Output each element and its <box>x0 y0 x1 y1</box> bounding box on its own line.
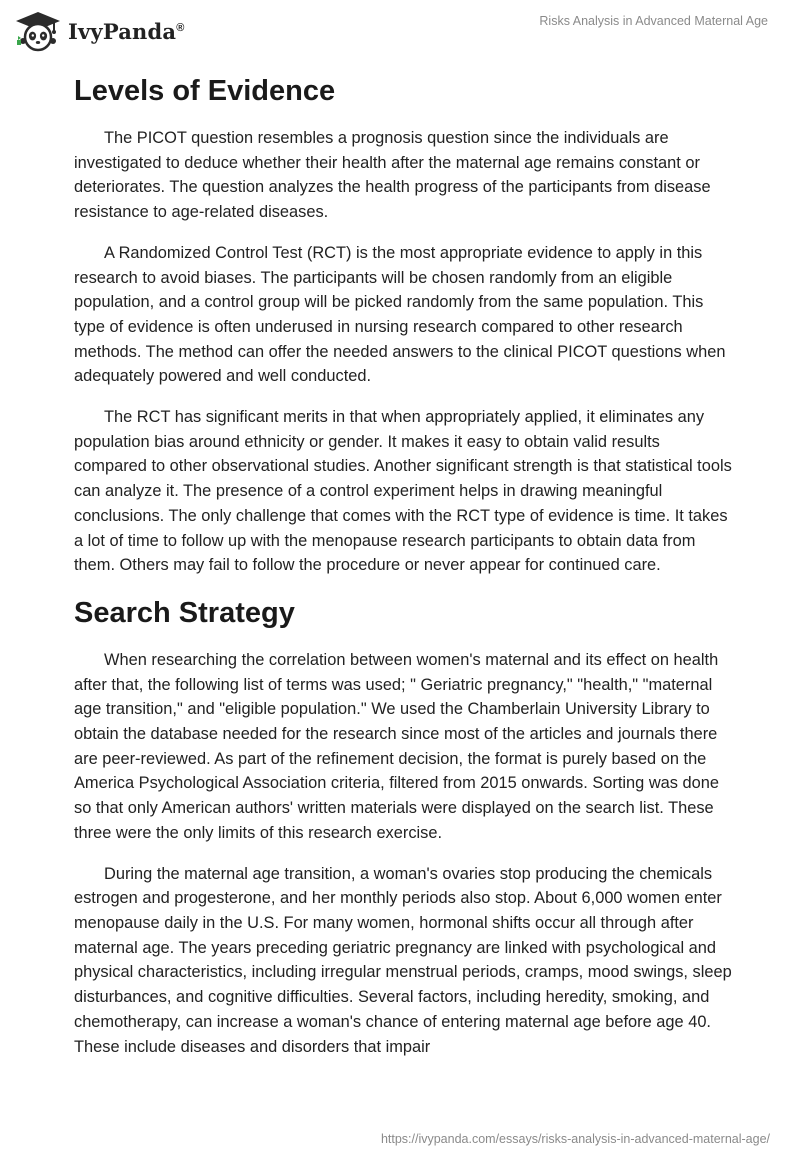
essay-content <box>74 72 734 1059</box>
section-heading-search-strategy: Search Strategy <box>74 596 295 629</box>
paragraph: When researching the correlation between women's maternal and its effect on health after that, the following list of terms was used; " Geriatric pregnancy," "health," "maternal age transition," and "eligible population." We used the Chamberlain University Library to obtain the database needed for the research since most of the articles and journals there are peer-reviewed. As part of the refinement decision, the format is purely based on the America Psychological Association criteria, filtered from 2015 onwards. Sorting was done so that only American authors' written materials were displayed on the search list. These three were the only limits of this research exercise. <box>74 650 720 842</box>
paragraph: The PICOT question resembles a prognosis question since the individuals are investigated to deduce whether their health after the maternal age remains constant or deteriorates. The question analyzes the health progress of the participants from disease resistance to age-related diseases. <box>74 129 711 222</box>
logo-name: IvyPanda <box>68 18 177 44</box>
ivypanda-logo[interactable] <box>14 10 185 52</box>
page-header <box>0 0 800 70</box>
paragraph: A Randomized Control Test (RCT) is the most appropriate evidence to apply in this research to avoid biases. The participants will be chosen randomly from an eligible population, and a control group will be picked randomly from the same population. This type of evidence is often underused in nursing research compared to other research methods. The method can offer the needed answers to the clinical PICOT questions when adequately powered and well conducted. <box>74 243 726 386</box>
document-title: Risks Analysis in Advanced Maternal Age <box>539 14 768 28</box>
logo-wordmark <box>68 19 185 44</box>
footer-source-url[interactable]: https://ivypanda.com/essays/risks-analysis-in-advanced-maternal-age/ <box>380 1132 770 1146</box>
paragraph: The RCT has significant merits in that when appropriately applied, it eliminates any population bias around ethnicity or gender. It makes it easy to obtain valid results compared to other observational studies. Another significant strength is that statistical tools can analyze it. The presence of a control experiment helps in drawing meaningful conclusions. The only challenge that comes with the RCT type of evidence is time. It takes a lot of time to follow up with the menopause research participants to obtain data from them. Others may fail to follow the procedure or never appear for continued care. <box>74 408 732 575</box>
logo-registered-mark: ® <box>176 21 185 34</box>
section-heading-levels-of-evidence: Levels of Evidence <box>74 75 336 107</box>
panda-graduation-cap-icon <box>14 10 62 52</box>
paragraph: During the maternal age transition, a woman's ovaries stop producing the chemicals estrogen and progesterone, and her monthly periods also stop. About 6,000 women enter menopause daily in the U.S. For many women, hormonal shifts occur all through after maternal age. The years preceding geriatric pregnancy are linked with psychological and physical characteristics, including irregular menstrual periods, cramps, mood swings, sleep disturbances, and cognitive difficulties. Several factors, including heredity, smoking, and chemotherapy, can increase a woman's chance of entering maternal age before age 40. These include diseases and disorders that impair <box>74 864 732 1056</box>
